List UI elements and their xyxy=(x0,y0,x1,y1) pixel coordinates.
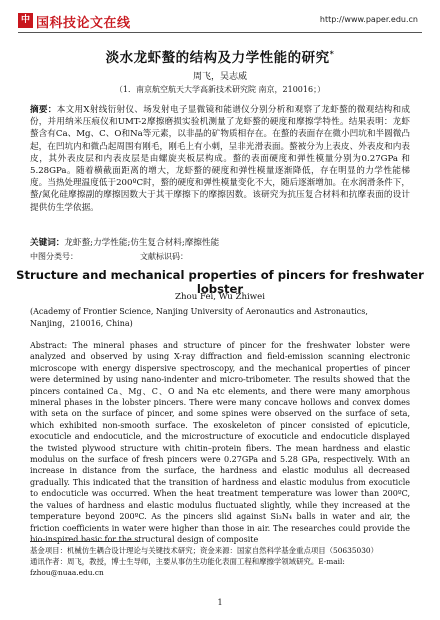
footnote xyxy=(30,545,410,578)
page-header xyxy=(0,0,440,40)
english-affiliation: (Academy of Frontier Science, Nanjing University of Aeronautics and Astronautics, Nanjing，210016, China) xyxy=(30,307,368,328)
abstract-label: 摘要： xyxy=(30,105,57,115)
chinese-abstract xyxy=(30,104,410,214)
title-footnote-mark: * xyxy=(329,48,335,59)
classification-row xyxy=(30,251,410,262)
keywords-text: 龙虾螯;力学性能;仿生复合材料;摩擦性能 xyxy=(64,238,220,248)
funding-note: 基金项目：机械仿生耦合设计理论与关键技术研究；资金来源：国家自然科学基金重点项目（50635030） xyxy=(30,546,379,555)
english-abstract: Abstract: The mineral phases and structure of pincer for the freshwater lobster were analyzed and observed by using X-ray diffraction and field-emission scanning electronic microscope with energy dispersive spectroscopy, and the mechanical properties of pincer were determined by using nano-indenter and micro-tribometer. The results showed that the pincers contained Ca、Mg、C、O and Na etc elements, and there were many amorphous mineral phases in the lobster pincers. There were many concave hollows and convex domes with seta on the surface of pincer, and some spines were observed on the surface of seta, which exhibited non-smooth surface. The exoskeleton of pincer consisted of epicuticle, exocuticle and endocuticle, and the microstructure of exocuticle and endocuticle displayed the twisted plywood structure with chitin–protein fibers. The mean hardness and elastic modulus on the surface of fresh pincers were 0.27GPa and 5.28 GPa, respectively. With an increase in distance from the surface, the hardness and elastic modulus all decreased gradually. This indicated that the transition of hardness and elastic modulus from exocuticle to endocuticle was occurred. When the heat treatment temperature was lower than 200ºC, the values of hardness and elastic modulus fluctuated slightly, while they increased at the temperature beyond 200ºC. As the pincers slid against Si₃N₄ balls in water and air, the friction coefficients in water were higher than those in air. The researches could provide the bio-inspired basic for the structural design of composite xyxy=(30,341,410,544)
header-divider xyxy=(18,32,422,33)
english-title: Structure and mechanical properties of pincers for freshwater lobster xyxy=(16,268,424,296)
site-logo-mark: 中 xyxy=(18,13,33,28)
chinese-affiliation: （1．南京航空航天大学高新技术研究院 南京，210016；） xyxy=(114,85,326,94)
english-authors: Zhou Fei, Wu Zhiwei xyxy=(175,292,265,302)
footnote-divider xyxy=(30,541,140,542)
chinese-keywords xyxy=(30,236,410,248)
keywords-label: 关键词： xyxy=(30,238,65,248)
page-number: 1 xyxy=(217,598,223,607)
document-code-label: 文献标识码： xyxy=(140,252,188,261)
chinese-title-text: 淡水龙虾螯的结构及力学性能的研究 xyxy=(105,50,330,66)
site-url[interactable]: http://www.paper.edu.cn xyxy=(319,15,418,24)
chinese-authors: 周飞，吴志威 xyxy=(192,72,247,82)
chinese-title xyxy=(0,46,440,66)
chinese-abstract-text: 本文用X射线衍射仪、场发射电子显微镜和能谱仪分别分析和观察了龙虾螯的微观结构和成份，并用纳米压痕仪和UMT-2摩擦磨损实验机测量了龙虾螯的硬度和摩擦学特性。结果表明：龙虾螯含有Ca、Mg、C、O和Na等元素，以非晶的矿物质相存在。在螯的表面存在微小凹坑和半圆微凸起，在凹坑内和微凸起周围有刚毛，刚毛上有小刺，呈非光滑表面。螯被分为上表皮、外表皮和内表皮，其外表皮层和内表皮层是由螺旋夹板层构成。螯的表面硬度和弹性模量分别为0.27GPa 和5.28GPa。随着横截面距离的增大，龙虾螯的硬度和弹性模量逐渐降低，存在明显的力学性能梯度。当热处理温度低于200ºC时，螯的硬度和弹性模量变化不大，随后逐渐增加。在水润滑条件下，螯/氮化硅摩擦副的摩擦因数大于其干摩擦下的摩擦因数。该研究为抗压复合材料和抗摩表面的设计提供仿生学依据。 xyxy=(30,105,410,213)
classification-label: 中图分类号： xyxy=(30,252,78,261)
author-contact-note: 通讯作者：周飞，教授，博士生导师，主要从事仿生功能化表面工程和摩擦学领域研究。E-mail: fzhou@nuaa.edu.cn xyxy=(30,557,345,577)
site-logo-text: 国科技论文在线 xyxy=(36,16,131,31)
